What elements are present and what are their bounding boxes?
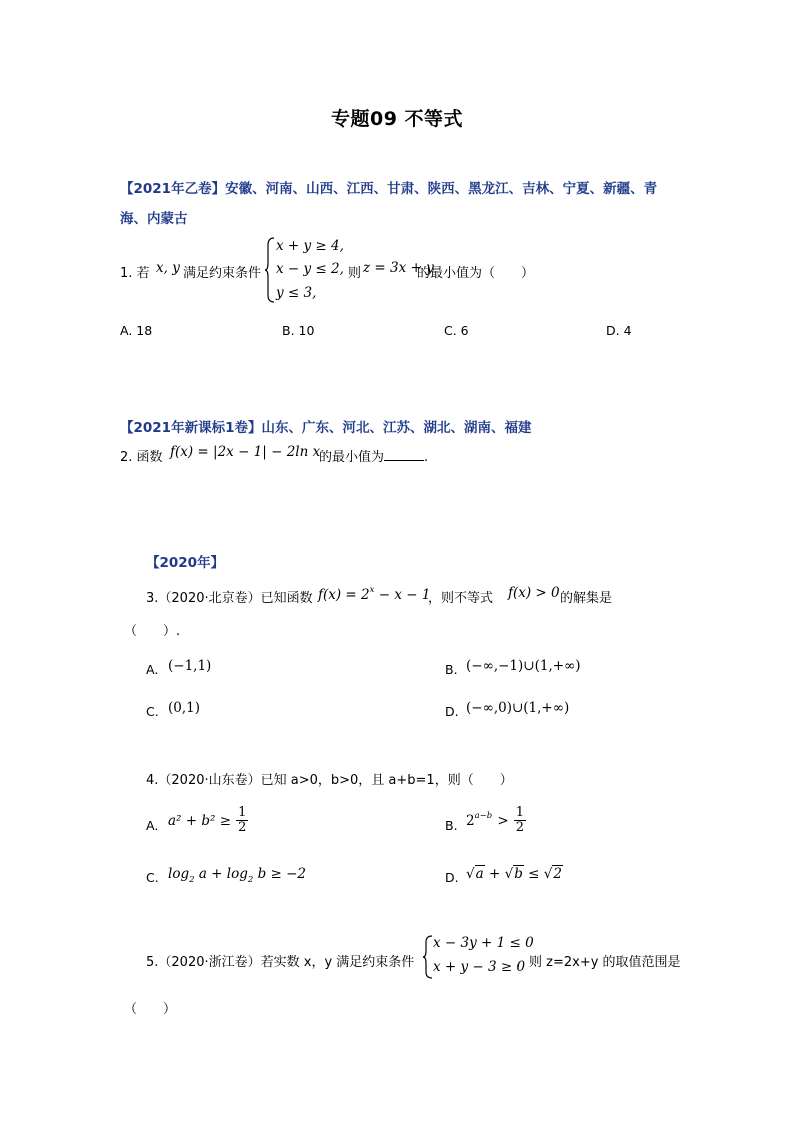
q3-option-a-label: A. bbox=[146, 662, 159, 677]
q4-option-d: √a + √b ≤ √2 bbox=[466, 866, 562, 882]
q1-constraint-2: x − y ≤ 2, bbox=[276, 261, 344, 277]
q4-option-c-label: C. bbox=[146, 870, 159, 885]
q3-stem: 3.（2020·北京卷）已知函数 bbox=[146, 591, 313, 606]
q3-option-c-label: C. bbox=[146, 704, 159, 719]
q5-constraint-2: x + y − 3 ≥ 0 bbox=[433, 959, 526, 975]
q2-expression: f(x) = |2x − 1| − 2ln x bbox=[170, 444, 321, 460]
q4-option-a-label: A. bbox=[146, 818, 159, 833]
q1-then: 则 bbox=[348, 266, 362, 281]
q1-option-c: C. 6 bbox=[444, 323, 469, 338]
q1-expression: z = 3x + y bbox=[363, 260, 434, 276]
q2-number: 2. 函数 bbox=[120, 450, 163, 465]
q3-option-d: (−∞,0)∪(1,+∞) bbox=[466, 700, 570, 716]
page-title: 专题09 不等式 bbox=[330, 108, 464, 130]
q5-paren: （ ） bbox=[124, 1002, 177, 1017]
q3-mid: ，则不等式 bbox=[428, 591, 494, 606]
q4-option-b-label: B. bbox=[445, 818, 458, 833]
q1-option-d: D. 4 bbox=[606, 323, 632, 338]
q3-tail: 的解集是 bbox=[560, 591, 613, 606]
q1-constraint-3: y ≤ 3, bbox=[276, 285, 317, 301]
q3-paren: （ ）. bbox=[124, 624, 181, 639]
q5-tail: ，则 z=2x+y 的取值范围是 bbox=[516, 955, 681, 970]
q3-option-a: (−1,1) bbox=[168, 658, 212, 674]
q1-vars: x, y bbox=[156, 260, 180, 276]
q1-tail: 的最小值为（ ） bbox=[417, 266, 535, 281]
q1-option-b: B. 10 bbox=[282, 323, 315, 338]
q4-option-c: $\log_2 a + \log_2 b \ge -2$ bbox=[168, 866, 306, 885]
q1-number: 1. 若 bbox=[120, 266, 150, 281]
q3-inequality: f(x) > 0 bbox=[508, 585, 560, 601]
q3-option-d-label: D. bbox=[445, 704, 459, 719]
q3-option-b: (−∞,−1)∪(1,+∞) bbox=[466, 658, 581, 674]
q2-answer-blank[interactable] bbox=[384, 448, 424, 461]
q5-constraint-1: x − 3y + 1 ≤ 0 bbox=[433, 935, 534, 951]
section-header-2021-yi-cont: 海、内蒙古 bbox=[120, 211, 188, 227]
section-header-2020: 【2020年】 bbox=[146, 555, 225, 571]
q4-option-d-label: D. bbox=[445, 870, 459, 885]
q4-option-a: a² + b² ≥ $\frac{1}{2}$ bbox=[168, 805, 247, 835]
q1-constraint-1: x + y ≥ 4, bbox=[276, 238, 344, 254]
section-header-2021-xinkebiao: 【2021年新课标1卷】山东、广东、河北、江苏、湖北、湖南、福建 bbox=[120, 420, 532, 436]
q1-option-a: A. 18 bbox=[120, 323, 153, 338]
q3-function: $f(x) = 2^x - x - 1$ bbox=[318, 585, 431, 603]
q3-option-b-label: B. bbox=[445, 662, 458, 677]
q2-tail: 的最小值为 . bbox=[319, 450, 429, 465]
section-header-2021-yi: 【2021年乙卷】安徽、河南、山西、江西、甘肃、陕西、黑龙江、吉林、宁夏、新疆、青 bbox=[120, 181, 658, 197]
q4-stem: 4.（2020·山东卷）已知 a>0，b>0，且 a+b=1，则（ ） bbox=[146, 773, 513, 788]
q1-brace-icon bbox=[264, 237, 276, 303]
q3-option-c: (0,1) bbox=[168, 700, 201, 716]
q1-mid: 满足约束条件 bbox=[183, 266, 262, 281]
q4-option-b: $2^{a-b}$ > $\frac{1}{2}$ bbox=[466, 805, 525, 835]
q5-stem: 5.（2020·浙江卷）若实数 x，y 满足约束条件 bbox=[146, 955, 415, 970]
